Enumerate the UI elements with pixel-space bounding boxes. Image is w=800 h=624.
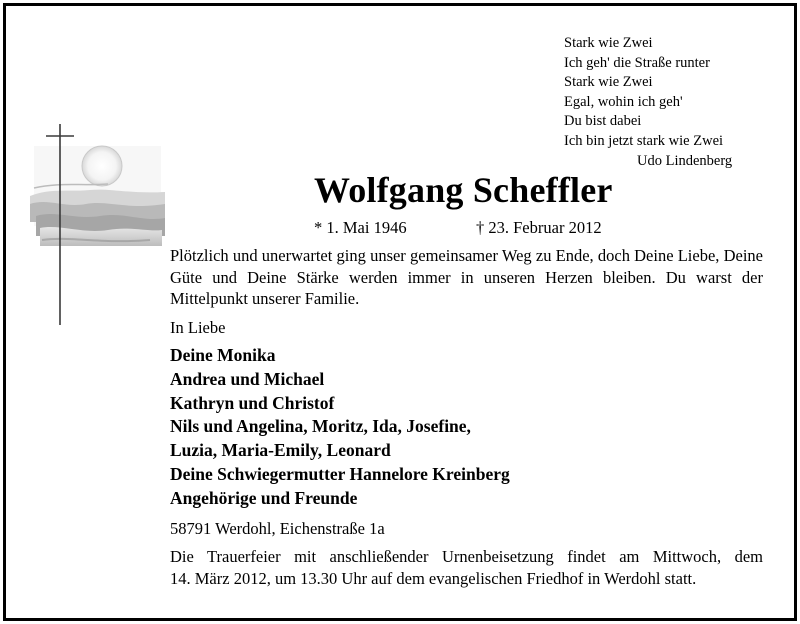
mourner-line: Andrea und Michael bbox=[170, 368, 325, 389]
death-date: † 23. Februar 2012 bbox=[476, 218, 602, 237]
mourner-line: Deine Monika bbox=[170, 345, 276, 365]
intro-text: Plötzlich und unerwartet ging unser gemeinsamer Weg zu Ende, doch Deine Liebe, Deine Güte und Deine Stärke werden immer in unseren Herzen bleiben. Du warst der Mittelpunkt unserer Familie. bbox=[170, 246, 763, 308]
funeral-notice bbox=[170, 546, 763, 589]
mourners-list bbox=[170, 344, 510, 511]
poem-line: Ich geh' die Straße runter bbox=[564, 54, 710, 71]
mourner-line: Deine Schwiegermutter Hannelore Kreinberg bbox=[170, 463, 510, 484]
mourner-line: Luzia, Maria-Emily, Leonard bbox=[170, 440, 391, 461]
poem-line: Du bist dabei bbox=[564, 113, 642, 130]
mourner-line: Angehörige und Freunde bbox=[170, 487, 358, 508]
poem-line: Stark wie Zwei bbox=[564, 35, 653, 51]
funeral-line-1: Die Trauerfeier mit anschließender Urnenbeisetzung findet am Mittwoch, dem bbox=[170, 547, 763, 566]
cross-landscape-icon bbox=[30, 118, 165, 330]
poem-author: Udo Lindenberg bbox=[637, 152, 733, 169]
poem-line: Stark wie Zwei bbox=[564, 74, 653, 91]
funeral-line-2: 14. März 2012, um 13.30 Uhr auf dem evangelischen Friedhof in Werdohl statt. bbox=[170, 568, 697, 588]
deceased-name: Wolfgang Scheffler bbox=[314, 170, 613, 210]
poem bbox=[564, 34, 732, 171]
mourner-line: Nils und Angelina, Moritz, Ida, Josefine, bbox=[170, 416, 471, 437]
birth-date: * 1. Mai 1946 bbox=[314, 218, 407, 237]
poem-line: Egal, wohin ich geh' bbox=[564, 93, 683, 110]
poem-line: Ich bin jetzt stark wie Zwei bbox=[564, 132, 724, 149]
mourner-line: Kathryn und Christof bbox=[170, 392, 335, 413]
address: 58791 Werdohl, Eichenstraße 1a bbox=[170, 519, 385, 538]
in-liebe-label: In Liebe bbox=[170, 318, 226, 337]
